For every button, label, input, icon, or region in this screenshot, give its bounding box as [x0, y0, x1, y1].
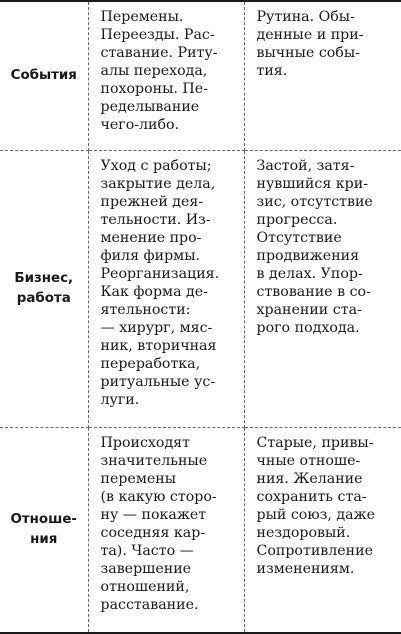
row-label-events: События: [0, 1, 88, 150]
reversed-meaning-cell: Рутина. Обы- денные и при- вычные собы- тия.: [244, 1, 401, 150]
row-label-business: Бизнес, работа: [0, 150, 88, 427]
table-row: [0, 1, 401, 150]
table-row: [0, 427, 401, 633]
table-row: [0, 150, 401, 427]
reversed-meaning-cell: Застой, затя- нувшийся кри- зис, отсутствие прогресса. Отсутствие продвижения в делах. Упор- ствование в со- хранении ста- рого подхода.: [244, 150, 401, 427]
upright-meaning-cell: Уход с работы; закрытие дела, прежней дея- тельности. Из- менение про- филя фирмы. Реорганизация. Как форма де- ятельности: — хирург, мяс- ник, вторичная переработка, ритуальные ус- луги.: [88, 150, 244, 427]
upright-meaning-cell: Перемены. Переезды. Рас- ставание. Риту- алы перехода, похороны. Пе- ределывание чего-либо.: [88, 1, 244, 150]
reversed-meaning-cell: Старые, привы- чные отноше- ния. Желание сохранить ста- рый союз, даже нездоровый. Сопротивление изменениям.: [244, 427, 401, 633]
upright-meaning-cell: Происходят значительные перемены (в какую сторо- ну — покажет соседняя кар- та). Часто — завершение отношений, расставание.: [88, 427, 244, 633]
row-label-relationships: Отноше- ния: [0, 427, 88, 633]
